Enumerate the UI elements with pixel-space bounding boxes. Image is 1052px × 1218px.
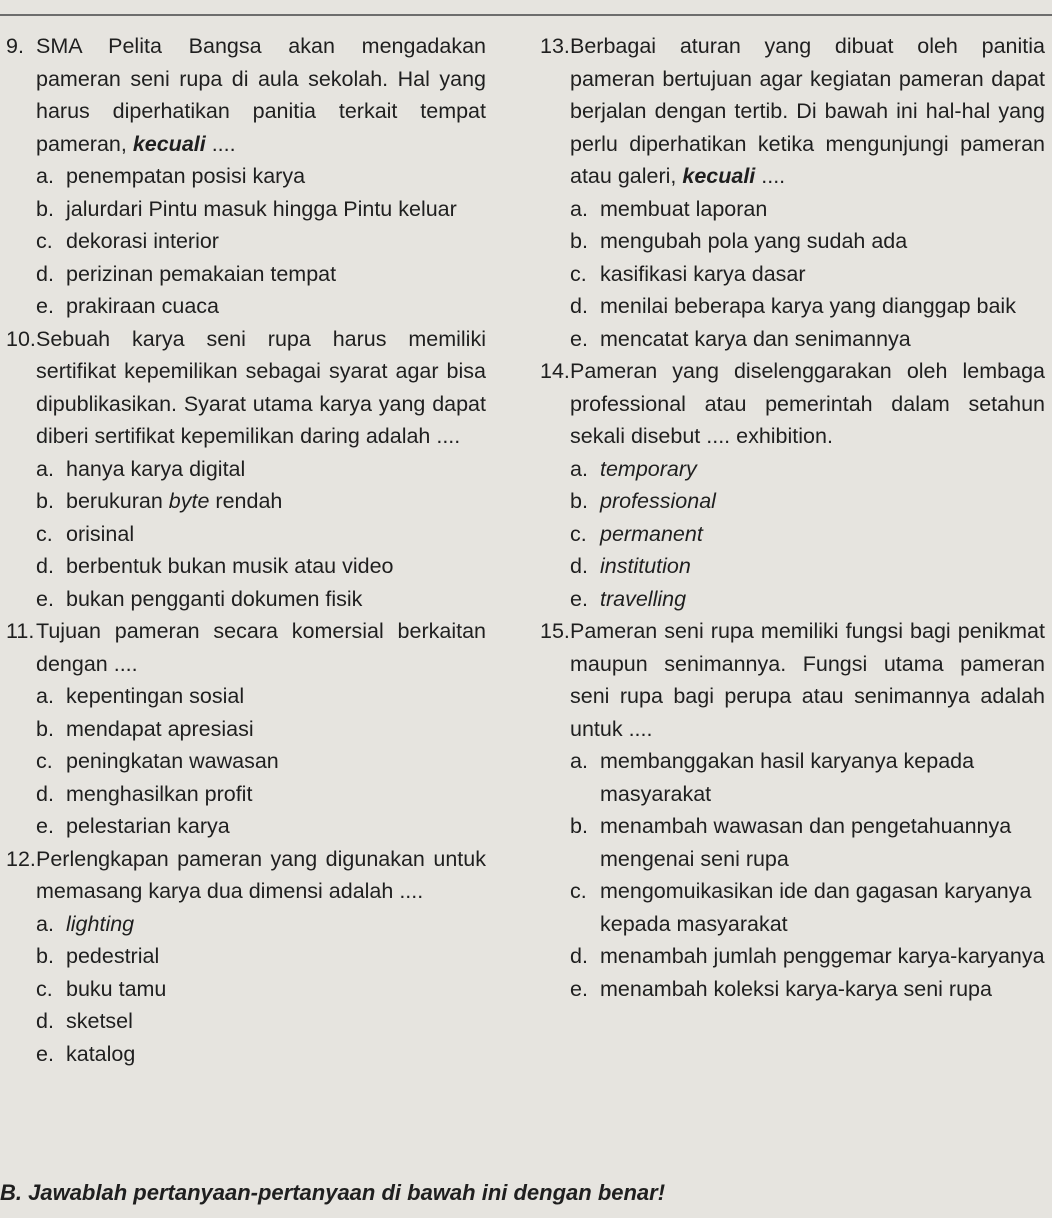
answer-option-b xyxy=(570,810,1045,875)
question-text: Berbagai aturan yang dibuat oleh panitia pameran bertujuan agar kegiatan pameran dapat berjalan dengan tertib. Di bawah ini hal-hal yang perlu diperhatikan ketika mengunjungi pameran atau galeri, kecuali .... xyxy=(570,34,1045,188)
option-letter: b. xyxy=(36,944,54,968)
answer-option-e xyxy=(36,810,486,843)
question-number: 9. xyxy=(6,34,24,58)
emphasis-text: travelling xyxy=(600,586,687,611)
question-10 xyxy=(6,323,486,616)
answer-option-c xyxy=(570,518,1045,551)
option-letter: a. xyxy=(36,911,54,936)
answer-options xyxy=(36,908,486,1071)
emphasis-text: lighting xyxy=(66,911,135,936)
answer-option-d xyxy=(36,778,486,811)
emphasis-text: temporary xyxy=(600,456,697,481)
left-column xyxy=(6,30,486,1070)
option-text: kasifikasi karya dasar xyxy=(600,261,806,286)
option-text xyxy=(600,485,1045,518)
answer-option-e xyxy=(570,323,1045,356)
answer-option-d xyxy=(36,1005,486,1038)
question-13 xyxy=(540,30,1045,355)
question-9 xyxy=(6,30,486,323)
option-letter: a. xyxy=(570,456,588,481)
option-text: prakiraan cuaca xyxy=(66,294,219,318)
option-letter: e. xyxy=(570,326,588,351)
question-text: Perlengkapan pameran yang digunakan untuk memasang karya dua dimensi adalah .... xyxy=(36,846,486,903)
option-text xyxy=(600,583,1045,616)
option-text: penempatan posisi karya xyxy=(66,164,306,188)
answer-option-b xyxy=(36,713,486,746)
answer-option-c xyxy=(36,745,486,778)
option-letter: d. xyxy=(36,781,54,806)
question-stem-row xyxy=(6,615,486,680)
answer-option-b xyxy=(36,193,486,226)
answer-option-e xyxy=(36,1038,486,1071)
answer-option-a xyxy=(570,453,1045,486)
option-text xyxy=(600,518,1045,551)
option-letter: e. xyxy=(36,1041,54,1066)
question-number: 11. xyxy=(6,619,35,643)
question-number: 14. xyxy=(540,359,570,383)
emphasis-text: institution xyxy=(600,554,691,578)
option-text: menambah jumlah penggemar karya-karyanya xyxy=(600,944,1045,968)
answer-options xyxy=(570,453,1045,616)
question-stem-row xyxy=(540,355,1045,453)
question-text: Sebuah karya seni rupa harus memiliki sertifikat kepemilikan sebagai syarat agar bisa dipublikasikan. Syarat utama karya yang dapat diberi sertifikat kepemilikan daring adalah .... xyxy=(36,326,486,448)
answer-option-e xyxy=(36,583,486,616)
option-text: mendapat apresiasi xyxy=(66,716,254,741)
option-letter: a. xyxy=(36,164,54,188)
option-letter: a. xyxy=(36,684,54,708)
answer-options xyxy=(36,453,486,616)
option-text xyxy=(600,453,1045,486)
answer-option-c xyxy=(36,225,486,258)
option-text: berukuran byte rendah xyxy=(66,489,283,513)
option-text: membanggakan hasil karyanya kepada masyarakat xyxy=(600,749,975,806)
answer-option-b xyxy=(570,225,1045,258)
answer-option-a xyxy=(570,193,1045,226)
right-column xyxy=(540,30,1045,1005)
emphasis-text: professional xyxy=(600,489,716,513)
option-letter: d. xyxy=(570,554,588,578)
option-letter: c. xyxy=(36,521,53,546)
answer-option-d xyxy=(36,258,486,291)
option-text: orisinal xyxy=(66,521,135,546)
option-text: bukan pengganti dokumen fisik xyxy=(66,586,363,611)
option-letter: e. xyxy=(570,976,588,1001)
answer-option-e xyxy=(570,973,1045,1006)
option-text: dekorasi interior xyxy=(66,229,219,253)
option-letter: b. xyxy=(36,196,54,221)
option-text: perizinan pemakaian tempat xyxy=(66,261,337,286)
answer-option-a xyxy=(36,160,486,193)
option-text: menghasilkan profit xyxy=(66,781,253,806)
emphasis-text: kecuali xyxy=(682,164,756,188)
option-text: pelestarian karya xyxy=(66,814,230,838)
option-text: sketsel xyxy=(66,1009,133,1033)
option-letter: d. xyxy=(570,944,588,968)
answer-option-b xyxy=(36,485,486,518)
emphasis-text: kecuali xyxy=(132,131,206,156)
option-letter: d. xyxy=(570,294,588,318)
option-text: hanya karya digital xyxy=(66,456,246,481)
option-letter: e. xyxy=(36,294,54,318)
option-letter: e. xyxy=(36,586,54,611)
question-11 xyxy=(6,615,486,843)
option-letter: c. xyxy=(570,879,587,903)
option-text: katalog xyxy=(66,1041,136,1066)
question-stem-row xyxy=(540,615,1045,745)
question-12 xyxy=(6,843,486,1071)
question-stem-row xyxy=(6,30,486,160)
option-text: mengubah pola yang sudah ada xyxy=(600,229,908,253)
answer-options xyxy=(36,680,486,843)
option-letter: c. xyxy=(570,521,587,546)
question-15 xyxy=(540,615,1045,1005)
option-text: berbentuk bukan musik atau video xyxy=(66,554,394,578)
option-text: mengomuikasikan ide dan gagasan karyanya kepada masyarakat xyxy=(600,879,1032,936)
option-letter: c. xyxy=(36,749,53,773)
question-text: SMA Pelita Bangsa akan mengadakan pameran seni rupa di aula sekolah. Hal yang harus diperhatikan panitia terkait tempat pameran, kecuali .... xyxy=(36,34,486,156)
option-letter: d. xyxy=(36,261,54,286)
option-text: menilai beberapa karya yang dianggap baik xyxy=(600,294,1016,318)
answer-option-a xyxy=(570,745,1045,810)
option-letter: c. xyxy=(570,261,587,286)
emphasis-text: byte xyxy=(168,489,210,513)
question-number: 10. xyxy=(6,326,36,351)
answer-options xyxy=(570,193,1045,356)
answer-option-d xyxy=(570,550,1045,583)
option-letter: a. xyxy=(36,456,54,481)
answer-options xyxy=(36,160,486,323)
emphasis-text: permanent xyxy=(600,521,703,546)
option-letter: b. xyxy=(36,716,54,741)
question-number: 13. xyxy=(540,34,570,58)
option-letter: b. xyxy=(570,814,588,838)
option-letter: e. xyxy=(570,586,588,611)
answer-option-a xyxy=(36,908,486,941)
question-text: Pameran seni rupa memiliki fungsi bagi penikmat maupun senimannya. Fungsi utama pameran seni rupa bagi perupa atau senimannya adalah untuk .... xyxy=(570,619,1045,741)
question-stem-row xyxy=(6,843,486,908)
answer-option-a xyxy=(36,680,486,713)
answer-option-e xyxy=(570,583,1045,616)
option-text xyxy=(66,908,486,941)
answer-option-d xyxy=(570,290,1045,323)
answer-option-e xyxy=(36,290,486,323)
question-stem-row xyxy=(540,30,1045,193)
option-text: membuat laporan xyxy=(600,196,768,221)
option-letter: e. xyxy=(36,814,54,838)
option-text: jalurdari Pintu masuk hingga Pintu keluar xyxy=(66,196,457,221)
question-text: Tujuan pameran secara komersial berkaitan dengan .... xyxy=(36,619,486,676)
page-top-rule xyxy=(0,14,1052,16)
question-number: 12. xyxy=(6,846,36,871)
answer-option-c xyxy=(36,518,486,551)
option-letter: a. xyxy=(570,196,588,221)
option-text: peningkatan wawasan xyxy=(66,749,279,773)
option-letter: d. xyxy=(36,554,54,578)
option-letter: b. xyxy=(570,229,588,253)
option-text: menambah wawasan dan pengetahuannya mengenai seni rupa xyxy=(600,814,1012,871)
answer-options xyxy=(570,745,1045,1005)
question-14 xyxy=(540,355,1045,615)
option-letter: c. xyxy=(36,229,53,253)
answer-option-b xyxy=(570,485,1045,518)
option-text: buku tamu xyxy=(66,976,167,1001)
option-letter: d. xyxy=(36,1009,54,1033)
answer-option-a xyxy=(36,453,486,486)
option-text: mencatat karya dan senimannya xyxy=(600,326,911,351)
section-b-heading: B. Jawablah pertanyaan-pertanyaan di bawah ini dengan benar! xyxy=(0,1180,666,1205)
question-number: 15. xyxy=(540,619,570,643)
question-stem-row xyxy=(6,323,486,453)
option-letter: b. xyxy=(570,489,588,513)
option-letter: a. xyxy=(570,749,588,773)
answer-option-b xyxy=(36,940,486,973)
answer-option-d xyxy=(570,940,1045,973)
option-text: pedestrial xyxy=(66,944,160,968)
option-text xyxy=(600,550,1045,583)
answer-option-c xyxy=(570,875,1045,940)
option-text: kepentingan sosial xyxy=(66,684,245,708)
question-text: Pameran yang diselenggarakan oleh lembaga professional atau pemerintah dalam setahun sekali disebut .... exhibition. xyxy=(570,359,1045,448)
option-text: menambah koleksi karya-karya seni rupa xyxy=(600,976,992,1001)
option-letter: c. xyxy=(36,976,53,1001)
answer-option-c xyxy=(570,258,1045,291)
answer-option-c xyxy=(36,973,486,1006)
option-letter: b. xyxy=(36,489,54,513)
answer-option-d xyxy=(36,550,486,583)
